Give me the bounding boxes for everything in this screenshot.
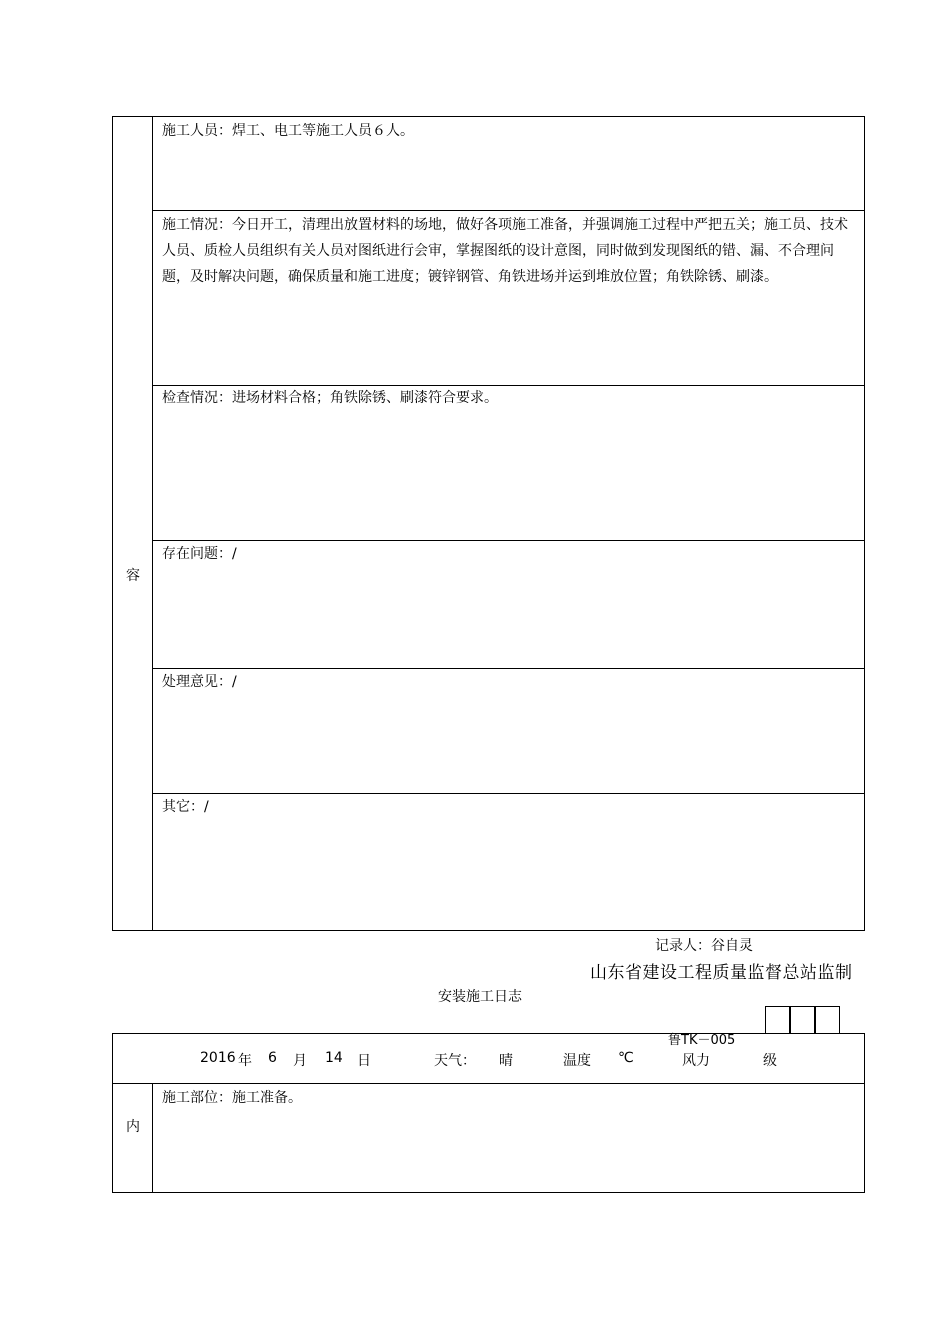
day-value: 14 (325, 1050, 343, 1066)
day-label: 日 (357, 1053, 371, 1069)
year-value: 2016 (200, 1050, 236, 1066)
supervision-label: 山东省建设工程质量监督总站监制 (590, 963, 853, 983)
code-box (790, 1006, 815, 1033)
section-handling-opinion: 处理意见：/ (162, 674, 237, 690)
code-box (815, 1006, 840, 1033)
code-box (765, 1006, 790, 1033)
row-divider (153, 210, 864, 211)
section-workers: 施工人员：焊工、电工等施工人员６人。 (162, 123, 414, 139)
log-title: 安装施工日志 (438, 989, 522, 1005)
date-weather-row (113, 1034, 864, 1084)
temperature-label: 温度 (563, 1053, 591, 1069)
month-value: 6 (268, 1050, 277, 1066)
content-side-column (113, 1084, 153, 1192)
section-inspection: 检查情况：进场材料合格；角铁除锈、刷漆符合要求。 (162, 390, 498, 406)
content-side-column (113, 117, 153, 930)
side-char-rong: 容 (126, 568, 140, 584)
section-construction-location: 施工部位：施工准备。 (162, 1090, 302, 1106)
form-code: 鲁TK－005 (668, 1033, 736, 1048)
weather-label: 天气： (434, 1053, 476, 1069)
recorder-label: 记录人：谷自灵 (655, 938, 753, 954)
section-problems: 存在问题：/ (162, 546, 237, 562)
month-label: 月 (293, 1053, 307, 1069)
temperature-unit: ℃ (618, 1050, 634, 1066)
log-header-table (112, 1033, 865, 1193)
side-char-nei: 内 (126, 1119, 140, 1135)
year-label: 年 (238, 1053, 252, 1069)
section-other: 其它：/ (162, 799, 209, 815)
log-content-table (112, 116, 865, 931)
weather-value: 晴 (499, 1053, 513, 1069)
wind-unit: 级 (763, 1053, 777, 1069)
section-construction-status: 施工情况：今日开工，清理出放置材料的场地，做好各项施工准备，并强调施工过程中严把五关；施工员、技术人员、质检人员组织有关人员对图纸进行会审，掌握图纸的设计意图，同时做到发现图纸的错、漏、不合理问题，及时解决问题，确保质量和施工进度；镀锌钢管、角铁进场并运到堆放位置；角铁除锈、刷漆。 (162, 217, 848, 285)
wind-label: 风力 (682, 1053, 710, 1069)
